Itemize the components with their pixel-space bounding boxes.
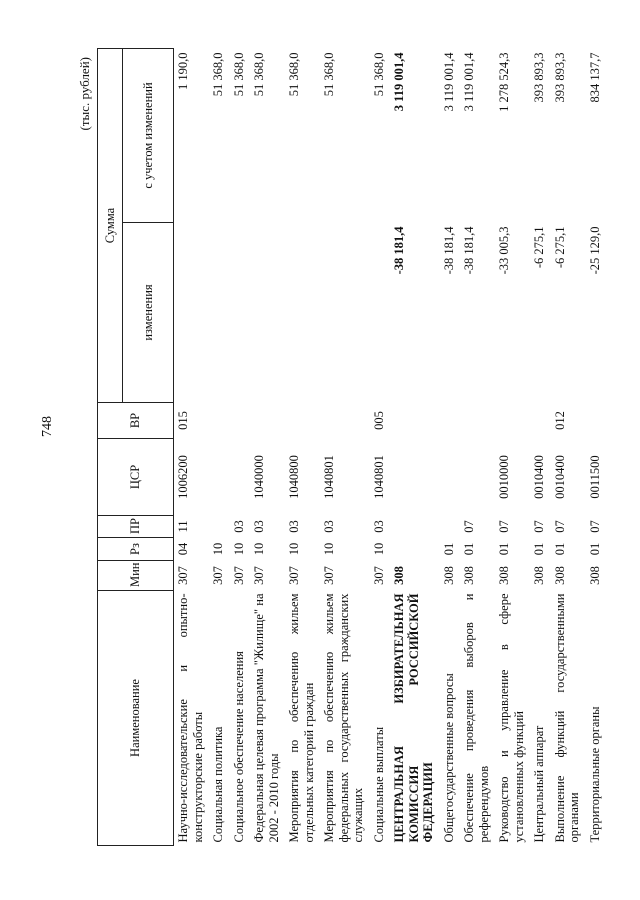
row-vr	[460, 403, 495, 439]
row-change: -38 181,4	[392, 226, 406, 275]
row-pr: 07	[497, 520, 511, 533]
table-row	[440, 49, 461, 846]
header-pr: ПР	[98, 516, 174, 538]
budget-table	[97, 48, 606, 846]
row-csr: 0011500	[587, 455, 602, 499]
row-change	[209, 223, 230, 403]
row-rz: 10	[252, 542, 266, 556]
row-vr: 015	[176, 411, 190, 430]
row-name: Общегосударственные вопросы	[441, 673, 456, 843]
row-min: 308	[462, 566, 476, 585]
row-pr: 11	[176, 520, 190, 533]
header-csr: ЦСР	[98, 439, 174, 516]
row-pr: 03	[231, 520, 246, 533]
header-with-changes: с учетом изменений	[123, 49, 174, 223]
row-total: 51 368,0	[211, 52, 225, 97]
row-pr: 07	[532, 520, 546, 533]
units-label: (тыс. рублей)	[77, 57, 92, 131]
row-min: 307	[176, 566, 190, 585]
row-vr	[586, 403, 607, 439]
header-name: Наименование	[98, 591, 174, 846]
table-row	[551, 49, 586, 846]
row-rz: 10	[287, 542, 301, 556]
header-rz: Рз	[98, 538, 174, 561]
table-row	[174, 49, 210, 846]
row-vr	[209, 403, 230, 439]
row-total: 51 368,0	[252, 52, 266, 97]
row-csr: 1040000	[252, 455, 266, 499]
table-row	[530, 49, 551, 846]
row-vr	[390, 403, 440, 439]
row-total: 3 119 001,4	[441, 52, 456, 112]
row-total: 1 278 524,3	[497, 52, 511, 112]
row-vr	[250, 403, 285, 439]
row-csr: 0010400	[532, 455, 546, 499]
table-row	[230, 49, 251, 846]
row-name: Центральный аппарат	[532, 725, 546, 843]
row-change	[250, 223, 285, 403]
row-change	[174, 223, 210, 403]
row-total: 51 368,0	[287, 52, 301, 97]
row-change: -25 129,0	[587, 226, 602, 275]
row-pr: 03	[287, 520, 301, 533]
row-name: Мероприятия по обеспечению жильем отдельных категорий граждан	[287, 593, 316, 843]
header-changes: изменения	[123, 223, 174, 403]
row-min: 307	[371, 566, 386, 585]
row-name: Территориальные органы	[587, 706, 602, 843]
row-min: 308	[392, 566, 406, 585]
row-name: Руководство и управление в сфере установленных функций	[497, 593, 526, 843]
row-min: 308	[441, 566, 456, 585]
row-name: Мероприятия по обеспечению жильем федеральных государственных гражданских служащих	[322, 593, 365, 843]
row-csr: 1040801	[322, 455, 336, 499]
table-row	[390, 49, 440, 846]
row-total: 393 893,3	[532, 52, 546, 103]
row-total: 834 137,7	[587, 52, 602, 103]
row-change	[230, 223, 251, 403]
row-min: 307	[231, 566, 246, 585]
row-csr	[440, 439, 461, 516]
row-name: Выполнение функций государственными органами	[552, 593, 581, 843]
row-change: -6 275,1	[552, 226, 567, 269]
row-csr	[390, 439, 440, 516]
row-csr: 1040800	[287, 455, 301, 499]
table-row	[285, 49, 320, 846]
row-change: -6 275,1	[532, 226, 546, 269]
table-row	[460, 49, 495, 846]
row-csr: 0010000	[497, 455, 511, 499]
row-vr	[285, 403, 320, 439]
row-vr: 012	[552, 411, 567, 430]
row-rz: 01	[462, 542, 476, 556]
row-min: 307	[287, 566, 301, 585]
row-change	[370, 223, 391, 403]
row-rz: 10	[231, 542, 246, 556]
row-rz: 04	[176, 542, 190, 556]
row-csr	[209, 439, 230, 516]
row-total: 1 190,0	[176, 52, 190, 90]
row-vr	[440, 403, 461, 439]
row-csr: 1006200	[176, 455, 190, 499]
row-rz: 01	[532, 542, 546, 556]
row-rz: 01	[587, 542, 602, 556]
table-row	[320, 49, 370, 846]
row-pr: 07	[587, 520, 602, 533]
table-row	[370, 49, 391, 846]
row-change	[320, 223, 370, 403]
row-min: 308	[497, 566, 511, 585]
row-min: 308	[587, 566, 602, 585]
row-pr	[390, 516, 440, 538]
row-csr	[230, 439, 251, 516]
table-row	[209, 49, 230, 846]
row-min: 307	[252, 566, 266, 585]
row-vr	[530, 403, 551, 439]
row-csr: 1040801	[371, 455, 386, 499]
row-rz: 10	[322, 542, 336, 556]
row-name: Социальные выплаты	[371, 726, 386, 843]
page-number: 748	[40, 416, 55, 437]
row-total: 51 368,0	[231, 52, 246, 97]
row-vr	[230, 403, 251, 439]
row-total: 393 893,3	[552, 52, 567, 103]
row-pr: 03	[322, 520, 336, 533]
row-name: Обеспечение проведения выборов и референдумов	[462, 593, 491, 843]
row-rz: 01	[552, 542, 567, 556]
row-total: 3 119 001,4	[462, 52, 476, 112]
row-vr	[495, 403, 530, 439]
row-name: ЦЕНТРАЛЬНАЯ ИЗБИРАТЕЛЬНАЯ КОМИССИЯ РОССИЙСКОЙ ФЕДЕРАЦИИ	[392, 593, 435, 843]
row-pr	[440, 516, 461, 538]
row-min: 308	[532, 566, 546, 585]
table-row	[495, 49, 530, 846]
row-rz	[390, 538, 440, 561]
row-rz: 01	[497, 542, 511, 556]
row-pr: 03	[371, 520, 386, 533]
row-rz: 10	[371, 542, 386, 556]
row-vr: 005	[371, 411, 386, 430]
row-change: -33 005,3	[497, 226, 511, 275]
row-csr	[460, 439, 495, 516]
row-name: Социальное обеспечение населения	[231, 651, 246, 843]
row-total: 3 119 001,4	[392, 52, 406, 112]
row-pr: 07	[462, 520, 476, 533]
row-total: 51 368,0	[322, 52, 336, 97]
row-change: -38 181,4	[441, 226, 456, 275]
header-min: Мин	[98, 561, 174, 591]
row-change	[285, 223, 320, 403]
table-row	[586, 49, 607, 846]
table-header-row	[98, 49, 123, 846]
header-vr: ВР	[98, 403, 174, 439]
row-rz: 10	[211, 542, 225, 556]
row-min: 307	[211, 566, 225, 585]
row-rz: 01	[441, 542, 456, 556]
rotated-page	[77, 46, 602, 846]
row-pr	[209, 516, 230, 538]
row-min: 307	[322, 566, 336, 585]
row-name: Социальная политика	[211, 726, 225, 843]
header-summa: Сумма	[98, 49, 123, 403]
table-body	[174, 49, 607, 846]
row-total: 51 368,0	[371, 52, 386, 97]
row-name: Федеральная целевая программа "Жилище" на 2002 - 2010 годы	[252, 593, 281, 843]
row-min: 308	[552, 566, 567, 585]
row-vr	[320, 403, 370, 439]
row-pr: 03	[252, 520, 266, 533]
row-pr: 07	[552, 520, 567, 533]
row-change: -38 181,4	[462, 226, 476, 275]
table-row	[250, 49, 285, 846]
row-name: Научно-исследовательские и опытно-конструкторские работы	[176, 593, 205, 843]
row-csr: 0010400	[552, 455, 567, 499]
